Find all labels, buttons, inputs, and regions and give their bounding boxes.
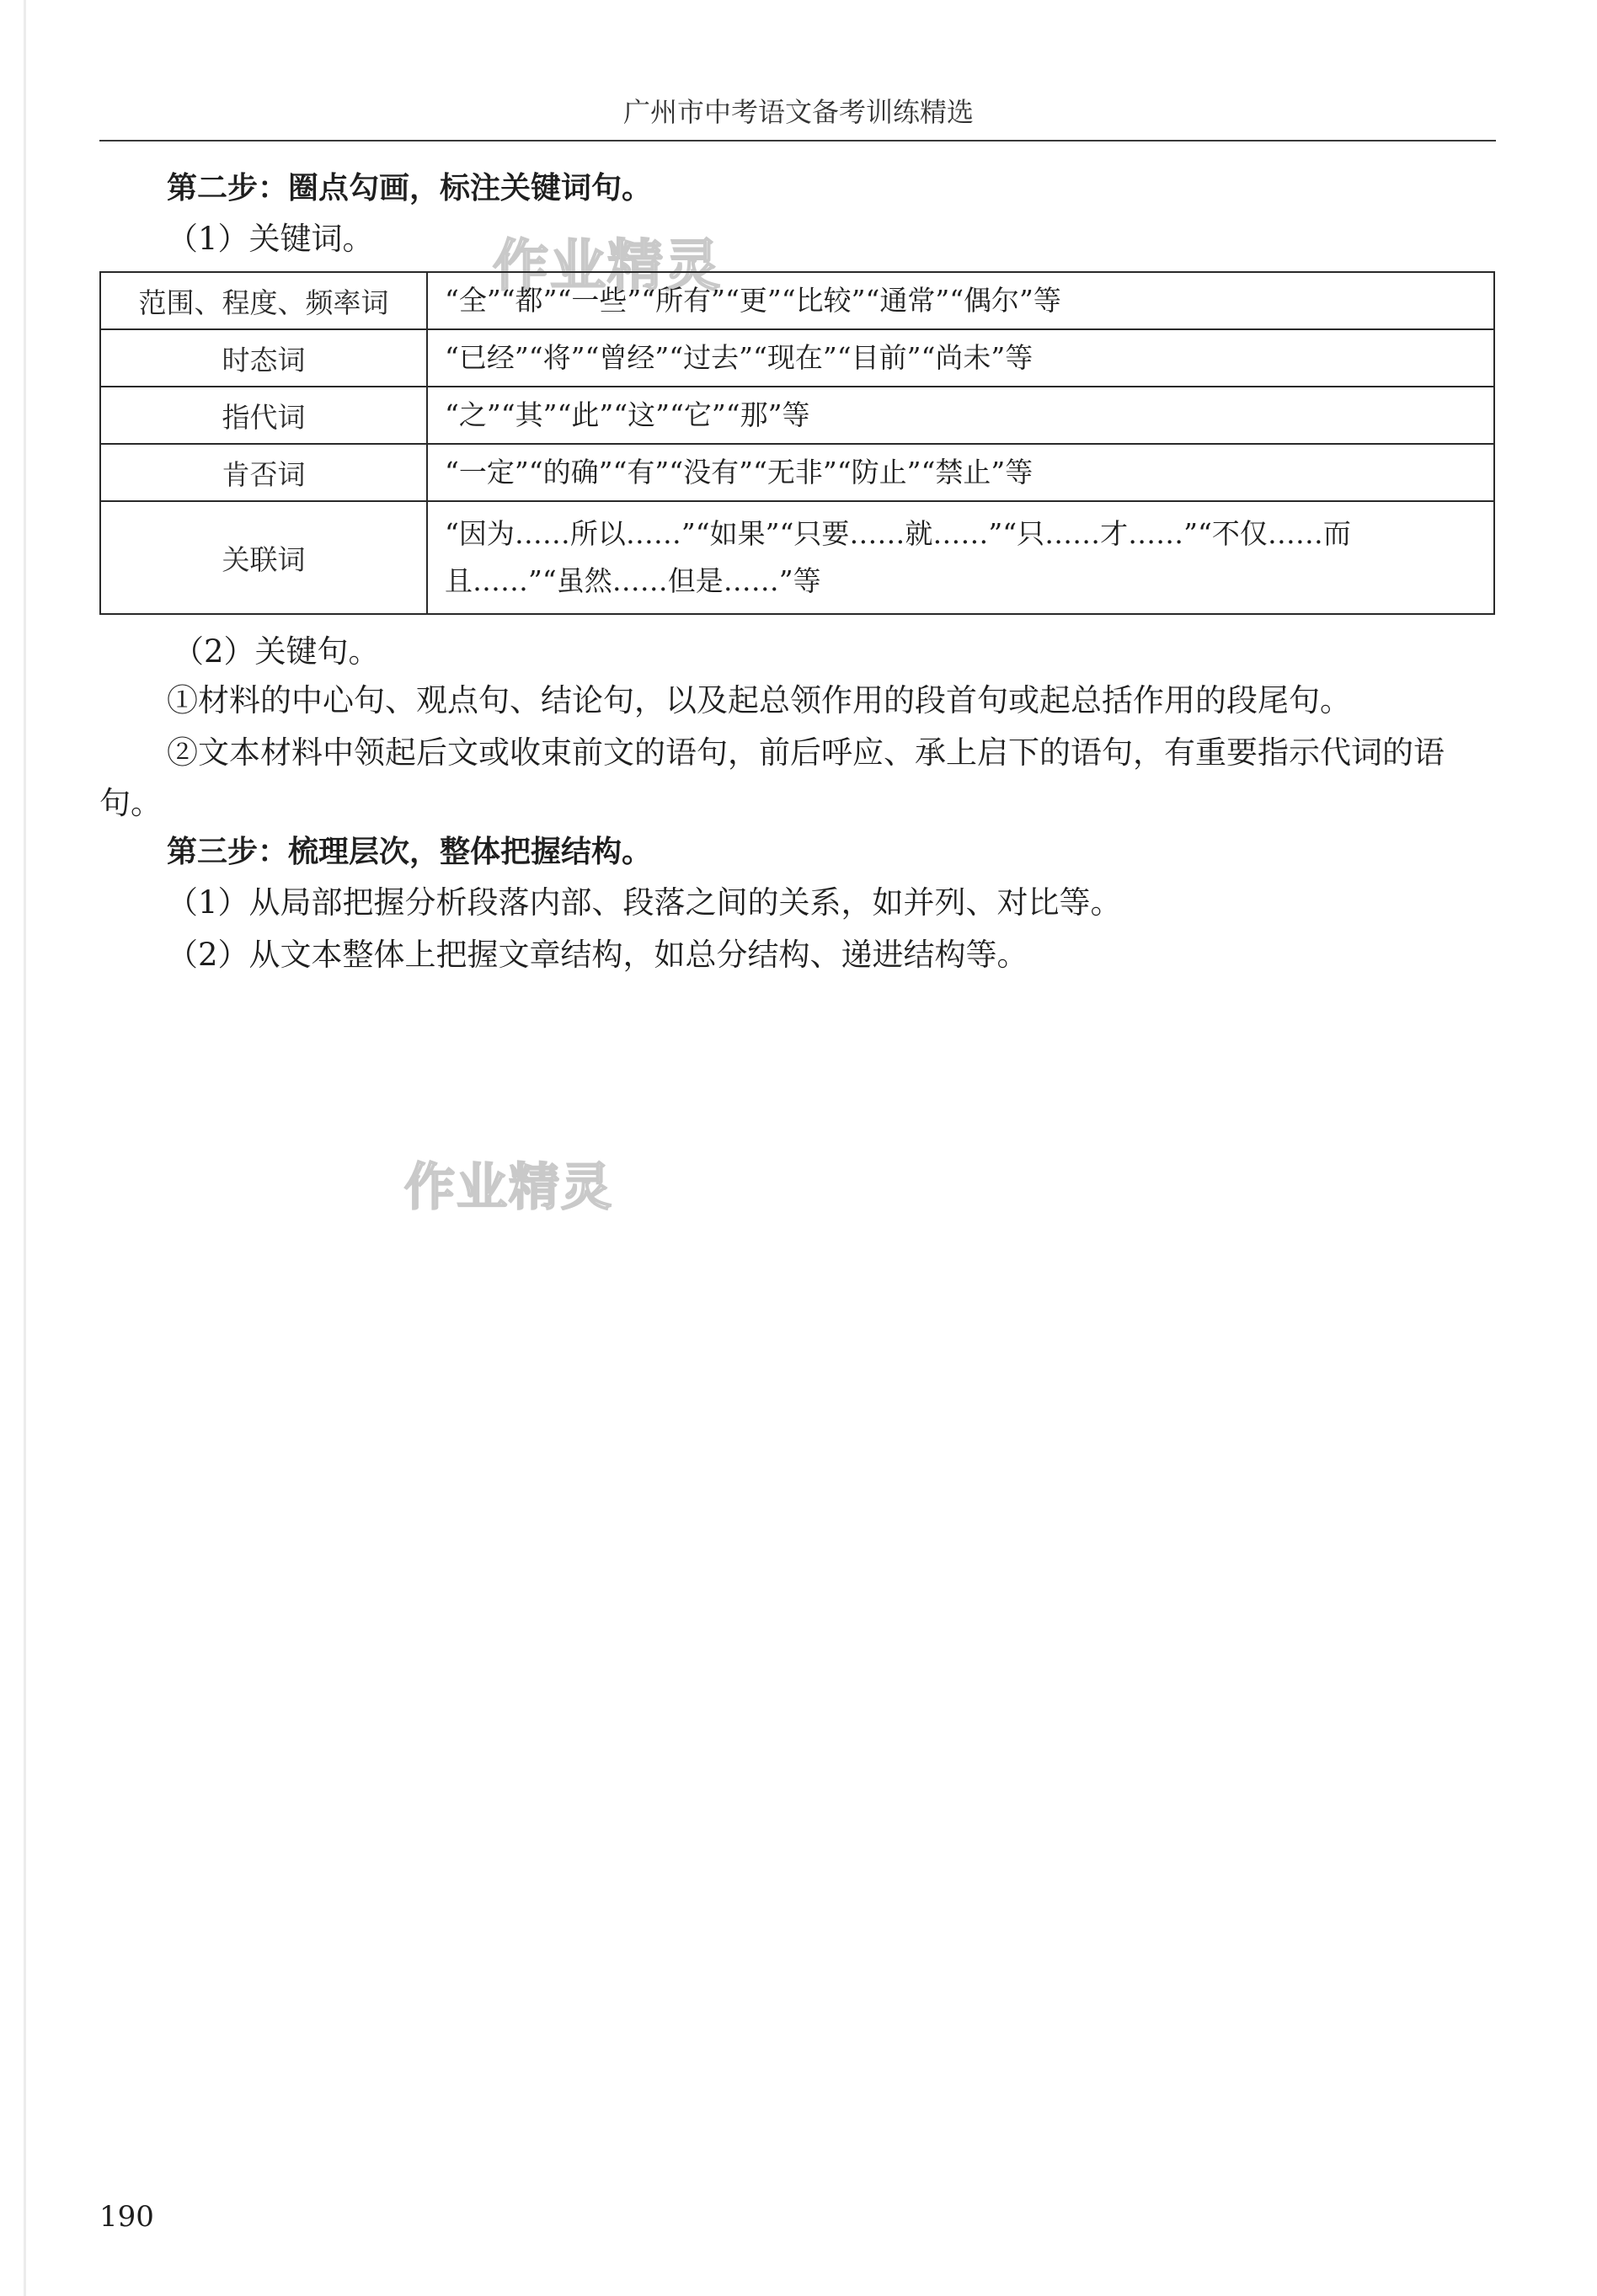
table-examples-cell: “全”“都”“一些”“所有”“更”“比较”“通常”“偶尔”等 bbox=[427, 272, 1494, 329]
table-examples-cell: “因为……所以……”“如果”“只要……就……”“只……才……”“不仅……而且……”“虽然……但是……”等 bbox=[427, 501, 1494, 614]
page-number: 190 bbox=[99, 2200, 154, 2234]
key-sentence-point-2: ②文本材料中领起后文或收束前文的语句，前后呼应、承上启下的语句，有重要指示代词的语句。 bbox=[99, 734, 1445, 821]
header-rule bbox=[99, 140, 1496, 141]
step3-item-2: （2）从文本整体上把握文章结构，如总分结构、递进结构等。 bbox=[167, 937, 1028, 973]
key-sentences-subheading: （2）关键句。 bbox=[173, 633, 380, 670]
table-row bbox=[100, 501, 1494, 614]
table-row bbox=[100, 272, 1494, 329]
watermark-middle: 作业精灵 bbox=[404, 1158, 613, 1217]
table-category-cell: 关联词 bbox=[100, 501, 427, 614]
table-category-cell: 范围、程度、频率词 bbox=[100, 272, 427, 329]
running-header: 广州市中考语文备考训练精选 bbox=[622, 96, 974, 128]
table-row bbox=[100, 444, 1494, 501]
table-examples-cell: “之”“其”“此”“这”“它”“那”等 bbox=[427, 387, 1494, 444]
table-category-cell: 时态词 bbox=[100, 329, 427, 387]
table-row bbox=[100, 387, 1494, 444]
step3-heading: 第三步：梳理层次，整体把握结构。 bbox=[167, 835, 653, 869]
watermark-top: 作业精灵 bbox=[493, 233, 722, 298]
page-edge bbox=[24, 0, 26, 2296]
table-category-cell: 指代词 bbox=[100, 387, 427, 444]
table-row bbox=[100, 329, 1494, 387]
keywords-subheading: （1）关键词。 bbox=[167, 221, 374, 257]
table-category-cell: 肯否词 bbox=[100, 444, 427, 501]
table-examples-cell: “一定”“的确”“有”“没有”“无非”“防止”“禁止”等 bbox=[427, 444, 1494, 501]
table-examples-cell: “已经”“将”“曾经”“过去”“现在”“目前”“尚未”等 bbox=[427, 329, 1494, 387]
step3-item-1: （1）从局部把握分析段落内部、段落之间的关系，如并列、对比等。 bbox=[167, 884, 1122, 921]
step2-heading: 第二步：圈点勾画，标注关键词句。 bbox=[167, 171, 653, 206]
key-sentence-point-1: ①材料的中心句、观点句、结论句，以及起总领作用的段首句或起总括作用的段尾句。 bbox=[167, 682, 1351, 718]
keyword-table bbox=[99, 271, 1495, 615]
